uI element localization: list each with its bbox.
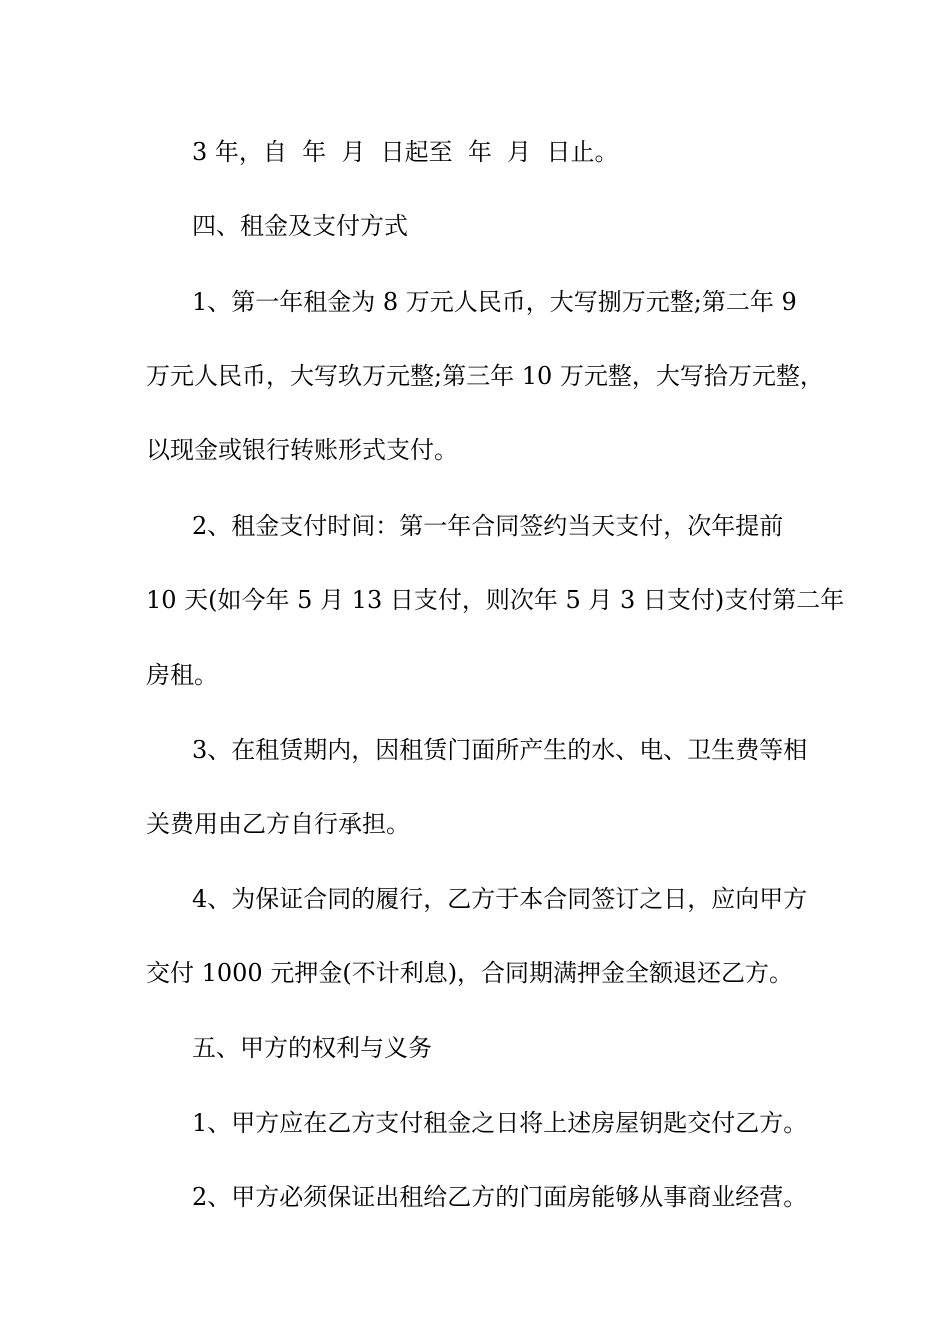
text-line-lease-term: 3 年，自 年 月 日起至 年 月 日止。 (192, 138, 619, 166)
text-line-rent-4a: 4、为保证合同的履行，乙方于本合同签订之日，应向甲方 (192, 885, 808, 913)
text-line-rent-1c: 以现金或银行转账形式支付。 (146, 436, 458, 464)
text-line-lessor-2: 2、甲方必须保证出租给乙方的门面房能够从事商业经营。 (192, 1183, 808, 1211)
text-line-rent-2c: 房租。 (146, 661, 218, 689)
text-line-rent-3a: 3、在租赁期内，因租赁门面所产生的水、电、卫生费等相 (192, 736, 808, 764)
text-line-rent-4b: 交付 1000 元押金(不计利息)，合同期满押金全额退还乙方。 (146, 959, 794, 987)
text-line-rent-3b: 关费用由乙方自行承担。 (146, 810, 410, 838)
text-line-rent-1a: 1、第一年租金为 8 万元人民币，大写捌万元整;第二年 9 (192, 288, 797, 316)
section-heading-lessor-duties: 五、甲方的权利与义务 (192, 1034, 432, 1062)
text-line-rent-1b: 万元人民币，大写玖万元整;第三年 10 万元整，大写拾万元整， (146, 362, 824, 390)
text-line-rent-2b: 10 天(如今年 5 月 13 日支付，则次年 5 月 3 日支付)支付第二年 (146, 586, 845, 614)
text-line-lessor-1: 1、甲方应在乙方支付租金之日将上述房屋钥匙交付乙方。 (192, 1109, 808, 1137)
text-line-rent-2a: 2、租金支付时间：第一年合同签约当天支付，次年提前 (192, 512, 784, 540)
section-heading-rent: 四、租金及支付方式 (192, 212, 408, 240)
